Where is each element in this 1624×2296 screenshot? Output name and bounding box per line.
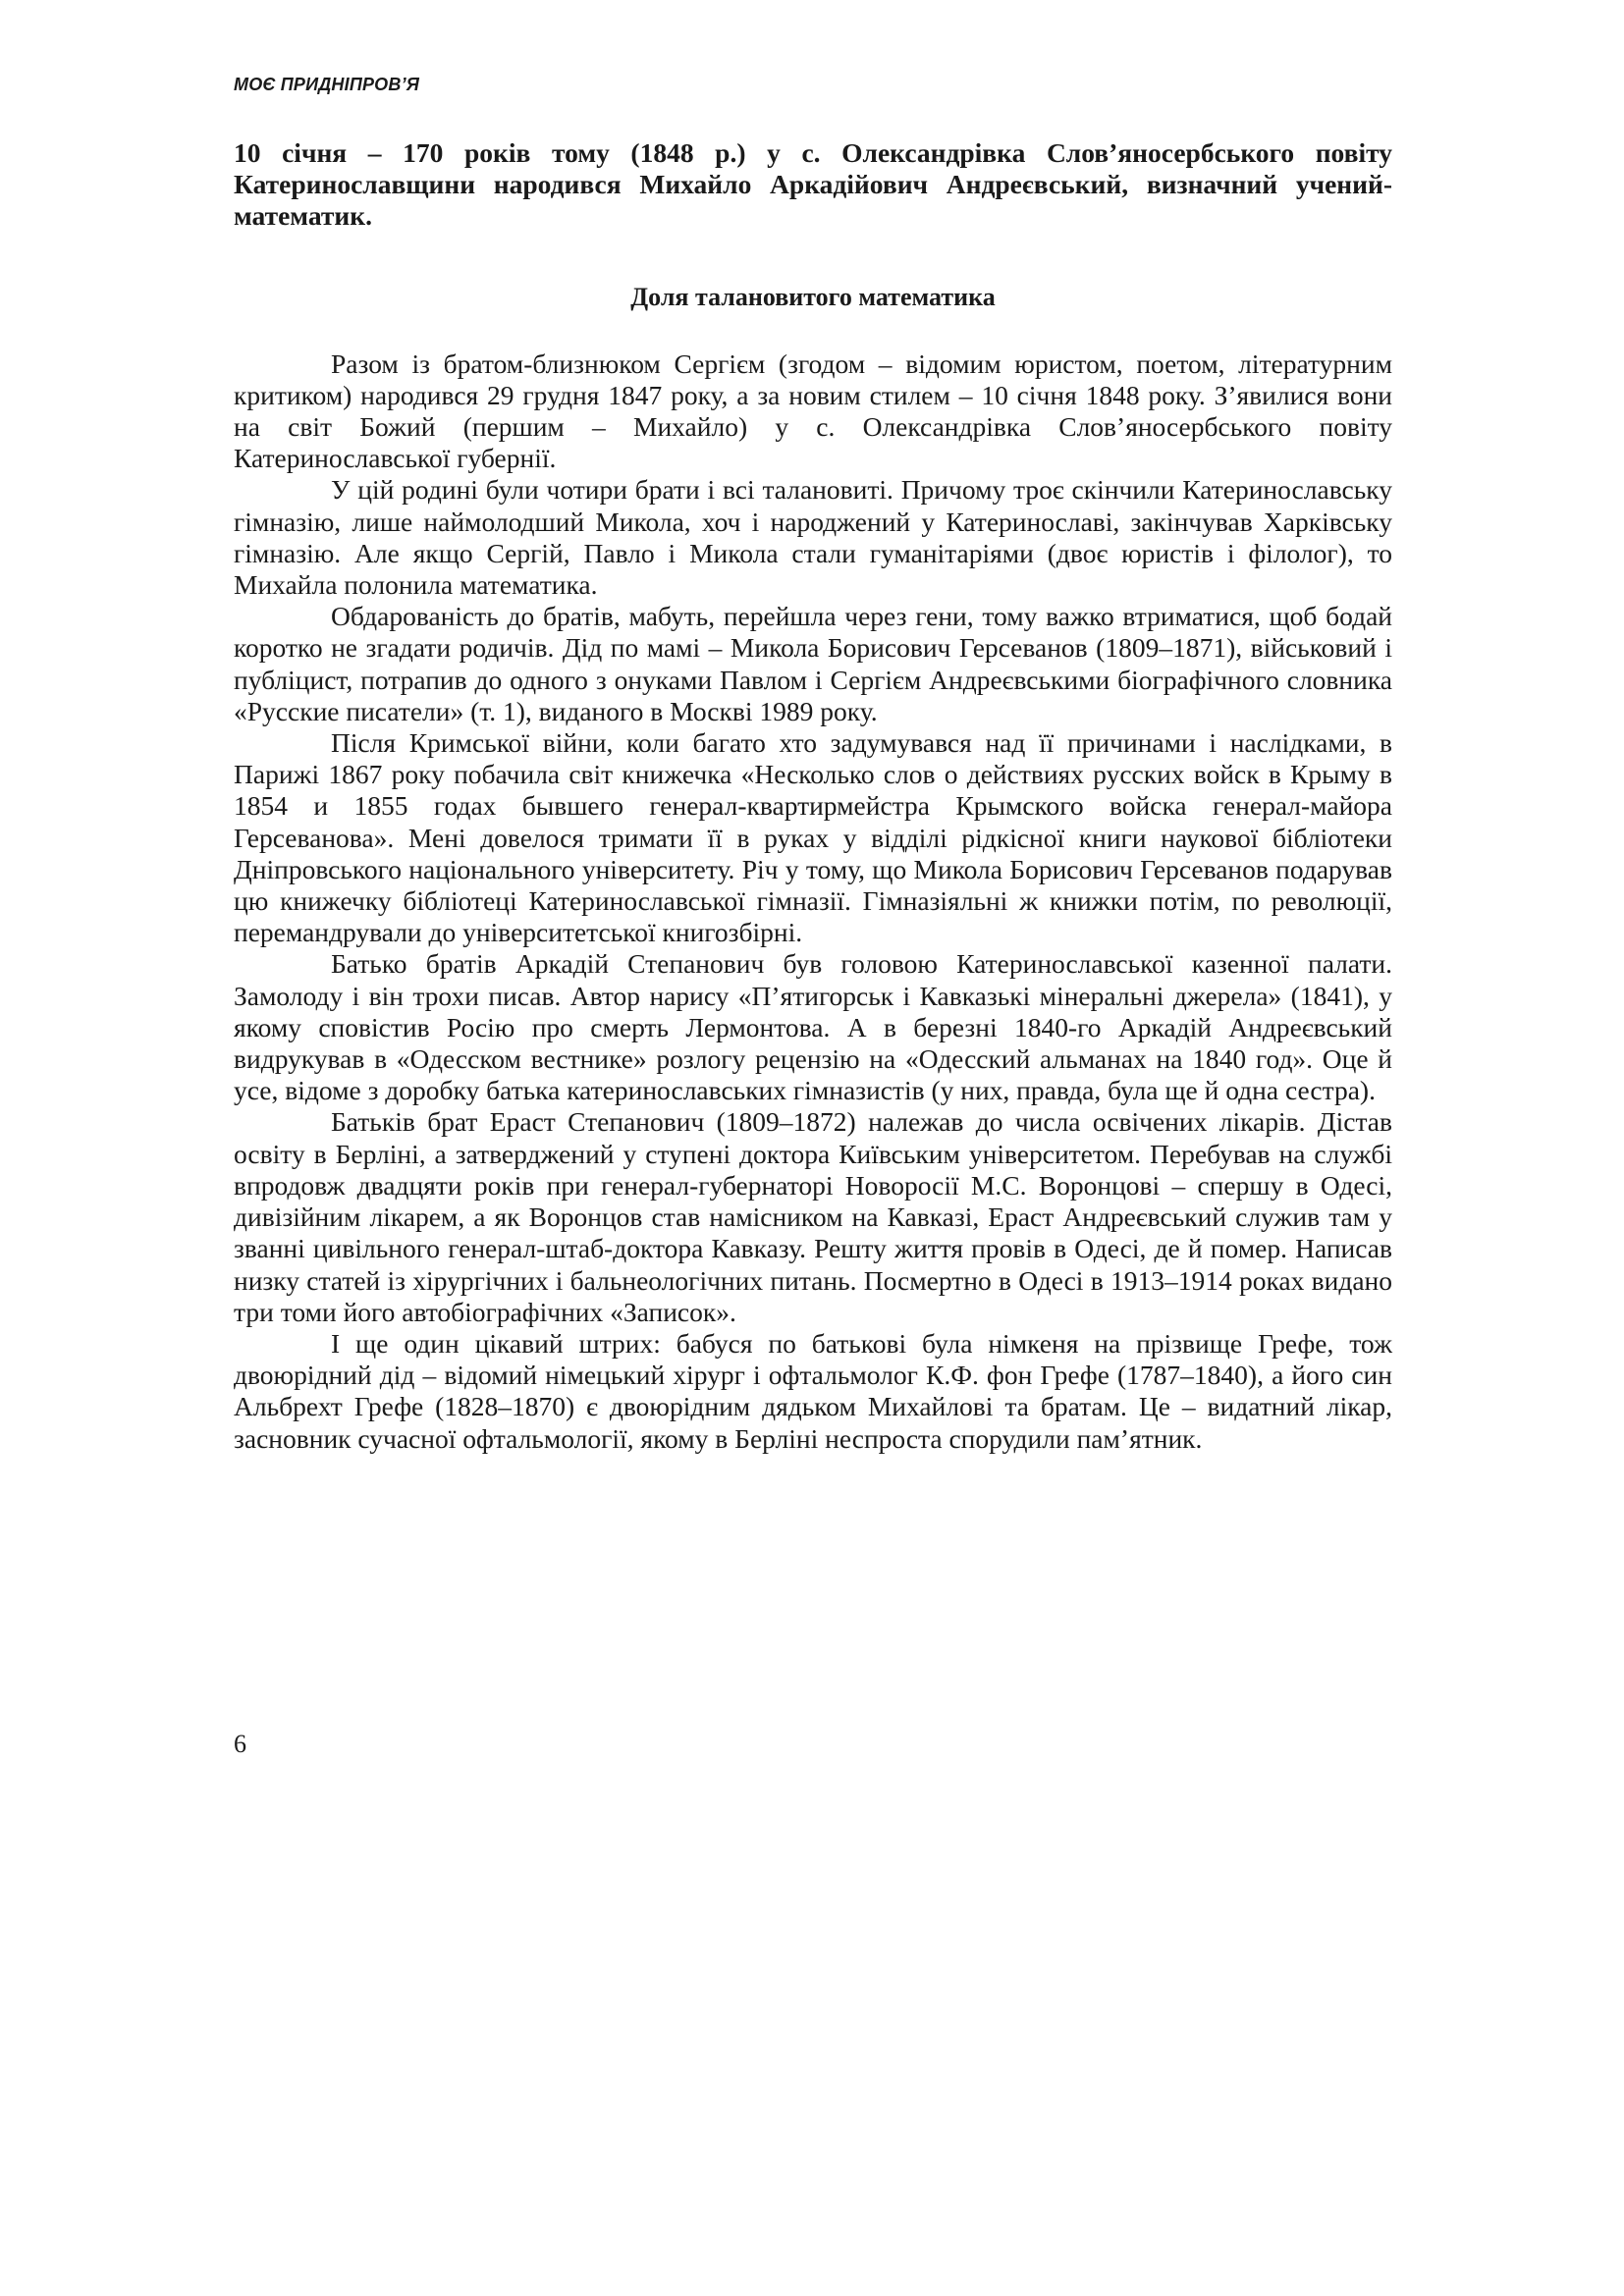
article-title: Доля талановитого математика: [630, 282, 996, 311]
body-paragraph-5: Батько братів Аркадій Степанович був головою Катеринославської казенної палати. Замолоду і він трохи писав. Автор нарису «П’ятигорськ і Кавказькі мінеральні джерела» (1841), у якому сповістив Росію про смерть Лермонтова. А в березні 1840-го Аркадій Андреєвський видрукував в «Одесском вестнике» розлогу рецензію на «Одесский альманах на 1840 год». Оце й усе, відоме з доробку батька катеринославських гімназистів (у них, правда, була ще й одна сестра).: [234, 948, 1392, 1106]
page-number: 6: [234, 1730, 246, 1758]
body-paragraph-2: У цій родині були чотири брати і всі талановиті. Причому троє скінчили Катеринославську гімназію, лише наймолодший Микола, хоч і народжений у Катеринославі, закінчував Харківську гімназію. Але якщо Сергій, Павло і Микола стали гуманітаріями (двоє юристів і філолог), то Михайла полонила математика.: [234, 474, 1392, 601]
body-paragraph-4: Після Кримської війни, коли багато хто задумувався над її причинами і наслідками, в Парижі 1867 року побачила світ книжечка «Несколько слов о действиях русских войск в Крыму в 1854 и 1855 годах бывшего генерал-квартирмейстра Крымского войска генерал-майора Герсеванова». Мені довелося тримати її в руках у відділі рідкісної книги наукової бібліотеки Дніпровського національного університету. Річ у тому, що Микола Борисович Герсеванов подарував цю книжечку бібліотеці Катеринославської гімназії. Гімназіяльні ж книжки потім, по революції, перемандрували до університетської книгозбірні.: [234, 727, 1392, 948]
body-paragraph-3: Обдарованість до братів, мабуть, перейшла через гени, тому важко втриматися, щоб бодай коротко не згадати родичів. Дід по мамі – Микола Борисович Герсеванов (1809–1871), військовий і публіцист, потрапив до одного з онуками Павлом і Сергієм Андреєвськими біографічного словника «Русские писатели» (т. 1), виданого в Москві 1989 року.: [234, 601, 1392, 726]
article-body: [234, 137, 1392, 1455]
lead-paragraph: 10 січня – 170 років тому (1848 р.) у с. Олександрівка Слов’яносербського повіту Катеринославщини народився Михайло Аркадійович Андреєвський, визначний учений-математик.: [234, 137, 1392, 232]
body-paragraph-6: Батьків брат Ераст Степанович (1809–1872) належав до числа освічених лікарів. Дістав освіту в Берліні, а затверджений у ступені доктора Київським університетом. Перебував на службі впродовж двадцяти років при генерал-губернаторі Новоросії М.С. Воронцові – спершу в Одесі, дивізійним лікарем, а як Воронцов став намісником на Кавказі, Ераст Андреєвський служив там у званні цивільного генерал-штаб-доктора Кавказу. Решту життя провів в Одесі, де й помер. Написав низку статей із хірургічних і бальнеологічних питань. Посмертно в Одесі в 1913–1914 роках видано три томи його автобіографічних «Записок».: [234, 1106, 1392, 1327]
running-header: МОЄ ПРИДНІПРОВ’Я: [234, 75, 420, 94]
body-paragraph-7: І ще один цікавий штрих: бабуся по батькові була німкеня на прізвище Грефе, тож двоюрідний дід – відомий німецький хірург і офтальмолог К.Ф. фон Грефе (1787–1840), а його син Альбрехт Грефе (1828–1870) є двоюрідним дядьком Михайлові та братам. Це – видатний лікар, засновник сучасної офтальмології, якому в Берліні неспроста спорудили пам’ятник.: [234, 1327, 1392, 1454]
body-paragraph-1: Разом із братом-близнюком Сергієм (згодом – відомим юристом, поетом, літературним критиком) народився 29 грудня 1847 року, а за новим стилем – 10 січня 1848 року. З’явилися вони на світ Божий (першим – Михайло) у с. Олександрівка Слов’яносербського повіту Катеринославської губернії.: [234, 347, 1392, 474]
